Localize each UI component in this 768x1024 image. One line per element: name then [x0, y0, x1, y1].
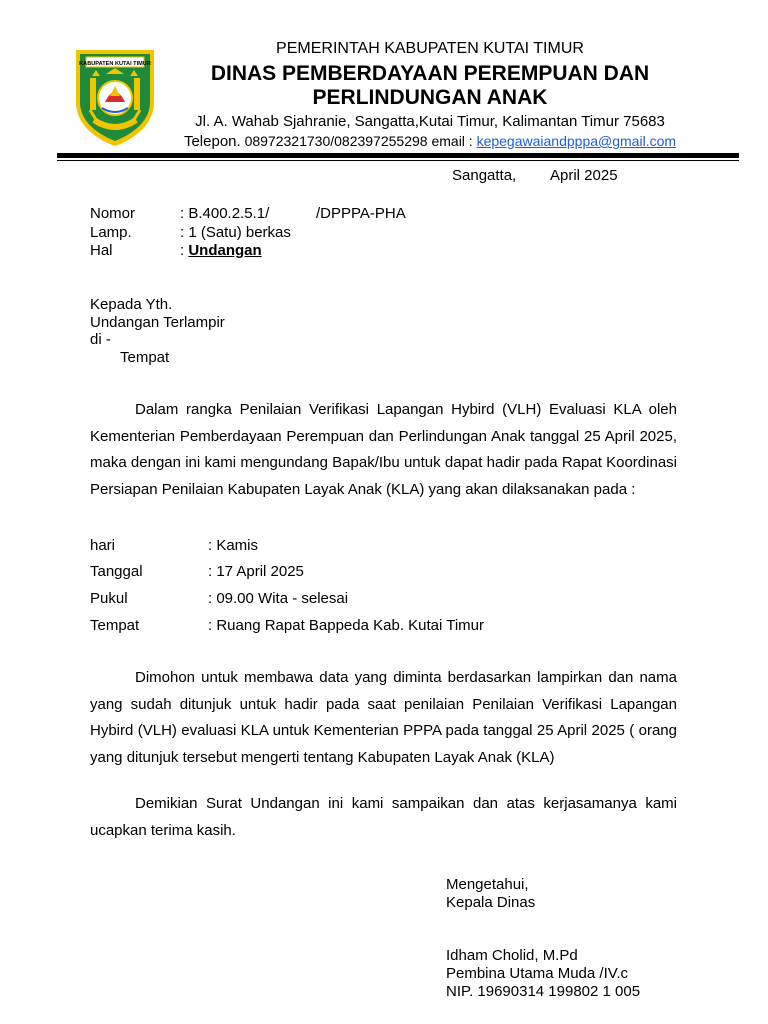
contact-line — [0, 133, 768, 150]
telepon-number: 08972321730/082397255298 — [244, 133, 428, 149]
signatory-rank: Pembina Utama Muda /IV.c — [446, 965, 629, 982]
nomor-suffix: /DPPPA-PHA — [316, 205, 406, 222]
recipient-place: Tempat — [120, 349, 170, 366]
hal-row — [180, 242, 262, 259]
nomor-value: : B.400.2.5.1/ — [180, 205, 270, 222]
body-paragraph-1: Dalam rangka Penilaian Verifikasi Lapangan Hybird (VLH) Evaluasi KLA oleh Kementerian Pemberdayaan Perempuan dan Perlindungan Anak tanggal 25 April 2025, maka dengan ini kami mengundang Bapak/Ibu untuk dapat hadir pada Rapat Koordinasi Persiapan Penilaian Kabupaten Layak Anak (KLA) yang akan dilaksanakan pada : — [90, 401, 677, 498]
lamp-value: : 1 (Satu) berkas — [180, 224, 291, 241]
detail-value: : Kamis — [208, 537, 259, 554]
letter-place: Sangatta, — [452, 167, 517, 184]
detail-value: : 17 April 2025 — [208, 563, 304, 580]
hal-colon: : — [180, 242, 189, 259]
telepon-label: Telepon. — [183, 133, 241, 150]
detail-label: Tanggal — [90, 563, 143, 580]
nomor-label: Nomor — [90, 205, 136, 222]
government-name: PEMERINTAH KABUPATEN KUTAI TIMUR — [276, 40, 584, 57]
detail-value: : Ruang Rapat Bappeda Kab. Kutai Timur — [208, 617, 485, 634]
hal-value: Undangan — [188, 242, 262, 259]
signature-title: Kepala Dinas — [446, 894, 536, 911]
agency-name-line1: DINAS PEMBERDAYAAN PEREMPUAN DAN — [210, 62, 650, 85]
signatory-name: Idham Cholid, M.Pd — [446, 947, 578, 964]
recipient-greeting: Kepada Yth. — [90, 296, 173, 313]
agency-name-line2: PERLINDUNGAN ANAK — [312, 86, 548, 109]
logo-text: KABUPATEN KUTAI TIMUR — [79, 61, 151, 67]
agency-address: Jl. A. Wahab Sjahranie, Sangatta,Kutai Timur, Kalimantan Timur 75683 — [195, 113, 665, 130]
email-label: email : — [431, 133, 473, 149]
letter-date: April 2025 — [550, 167, 618, 184]
detail-label: hari — [90, 537, 116, 554]
lamp-label: Lamp. — [90, 224, 132, 241]
detail-label: Tempat — [90, 617, 140, 634]
recipient-di: di - — [90, 331, 111, 348]
body-paragraph-2: Dimohon untuk membawa data yang diminta berdasarkan lampirkan dan nama yang sudah ditunjuk untuk hadir pada saat penilaian Penilaian Verifikasi Lapangan Hybird (VLH) evaluasi KLA untuk Kementerian PPPA pada tanggal 25 April 2025 ( orang yang ditunjuk tersebut mengerti tentang Kabupaten Layak Anak (KLA) — [90, 669, 677, 766]
email-link[interactable]: kepegawaiandpppa@gmail.com — [476, 133, 677, 149]
detail-label: Pukul — [90, 590, 128, 607]
body-paragraph-3: Demikian Surat Undangan ini kami sampaikan dan atas kerjasamanya kami ucapkan terima kasih. — [90, 795, 677, 839]
signatory-nip: NIP. 19690314 199802 1 005 — [446, 983, 641, 1000]
header-divider-thin — [57, 160, 739, 161]
signature-acknowledged: Mengetahui, — [446, 876, 529, 893]
recipient-name: Undangan Terlampir — [90, 314, 225, 331]
detail-value: : 09.00 Wita - selesai — [208, 590, 349, 607]
header-divider-thick — [57, 153, 739, 158]
hal-label: Hal — [90, 242, 113, 259]
